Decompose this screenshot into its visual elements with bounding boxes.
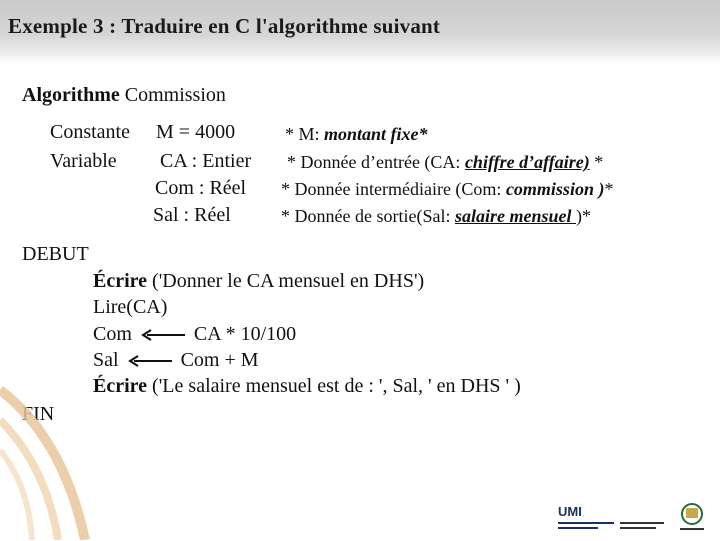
assign-arrow-icon [128, 354, 172, 368]
comment-m [285, 124, 428, 145]
school-emblem-icon [674, 500, 710, 536]
ecrire-keyword-2: Écrire [93, 375, 148, 397]
ecrire-text-1: ('Donner le CA mensuel en DHS') [147, 270, 425, 292]
comment-sal-prefix: * Donnée de sortie(Sal: [281, 206, 455, 226]
variable-ca-declaration: CA : Entier [160, 150, 252, 172]
debut-keyword: DEBUT [22, 243, 89, 265]
instruction-lire: Lire(CA) [93, 296, 168, 318]
assign-com-expression: CA * 10/100 [193, 323, 297, 345]
comment-com [281, 179, 613, 200]
university-logo-icon [550, 500, 670, 536]
instruction-ecrire-1 [93, 270, 424, 293]
comment-ca-suffix: * [589, 152, 604, 172]
footer-logos [550, 500, 710, 536]
assign-sal-target: Sal [93, 349, 119, 371]
comment-com-emphasis: commission ) [505, 179, 605, 199]
comment-sal-emphasis: salaire mensuel [454, 206, 576, 226]
comment-sal [281, 206, 591, 227]
comment-m-prefix: * M: [285, 124, 325, 144]
comment-ca [287, 152, 603, 173]
comment-com-suffix: * [604, 179, 614, 199]
comment-m-emphasis: montant fixe* [324, 124, 428, 144]
instruction-ecrire-2 [93, 375, 521, 398]
algorithm-header [22, 84, 226, 107]
assign-com-target: Com [93, 323, 132, 345]
variable-sal-declaration: Sal : Réel [153, 204, 231, 226]
constante-label: Constante [50, 121, 130, 143]
constante-declaration: M = 4000 [156, 121, 236, 143]
instruction-assign-sal [93, 349, 259, 372]
comment-com-prefix: * Donnée intermédiaire (Com: [281, 179, 506, 199]
instruction-assign-com [93, 323, 296, 346]
comment-ca-emphasis: chiffre d’affaire) [464, 152, 590, 172]
algorithm-name: Commission [119, 84, 226, 106]
algorithm-keyword: Algorithme [22, 84, 120, 106]
assign-sal-expression: Com + M [180, 349, 259, 371]
fin-keyword: FIN [22, 403, 55, 425]
variable-com-declaration: Com : Réel [155, 177, 247, 199]
decorative-curves [0, 380, 130, 540]
ecrire-text-2: ('Le salaire mensuel est de : ', Sal, ' en DHS ' ) [147, 375, 521, 397]
comment-sal-suffix: )* [575, 206, 591, 226]
slide-title: Exemple 3 : Traduire en C l'algorithme suivant [8, 14, 441, 38]
comment-ca-prefix: * Donnée d’entrée (CA: [287, 152, 465, 172]
variable-label: Variable [50, 150, 117, 172]
ecrire-keyword-1: Écrire [93, 270, 148, 292]
logo-text: UMI [558, 504, 582, 519]
assign-arrow-icon [141, 328, 185, 342]
